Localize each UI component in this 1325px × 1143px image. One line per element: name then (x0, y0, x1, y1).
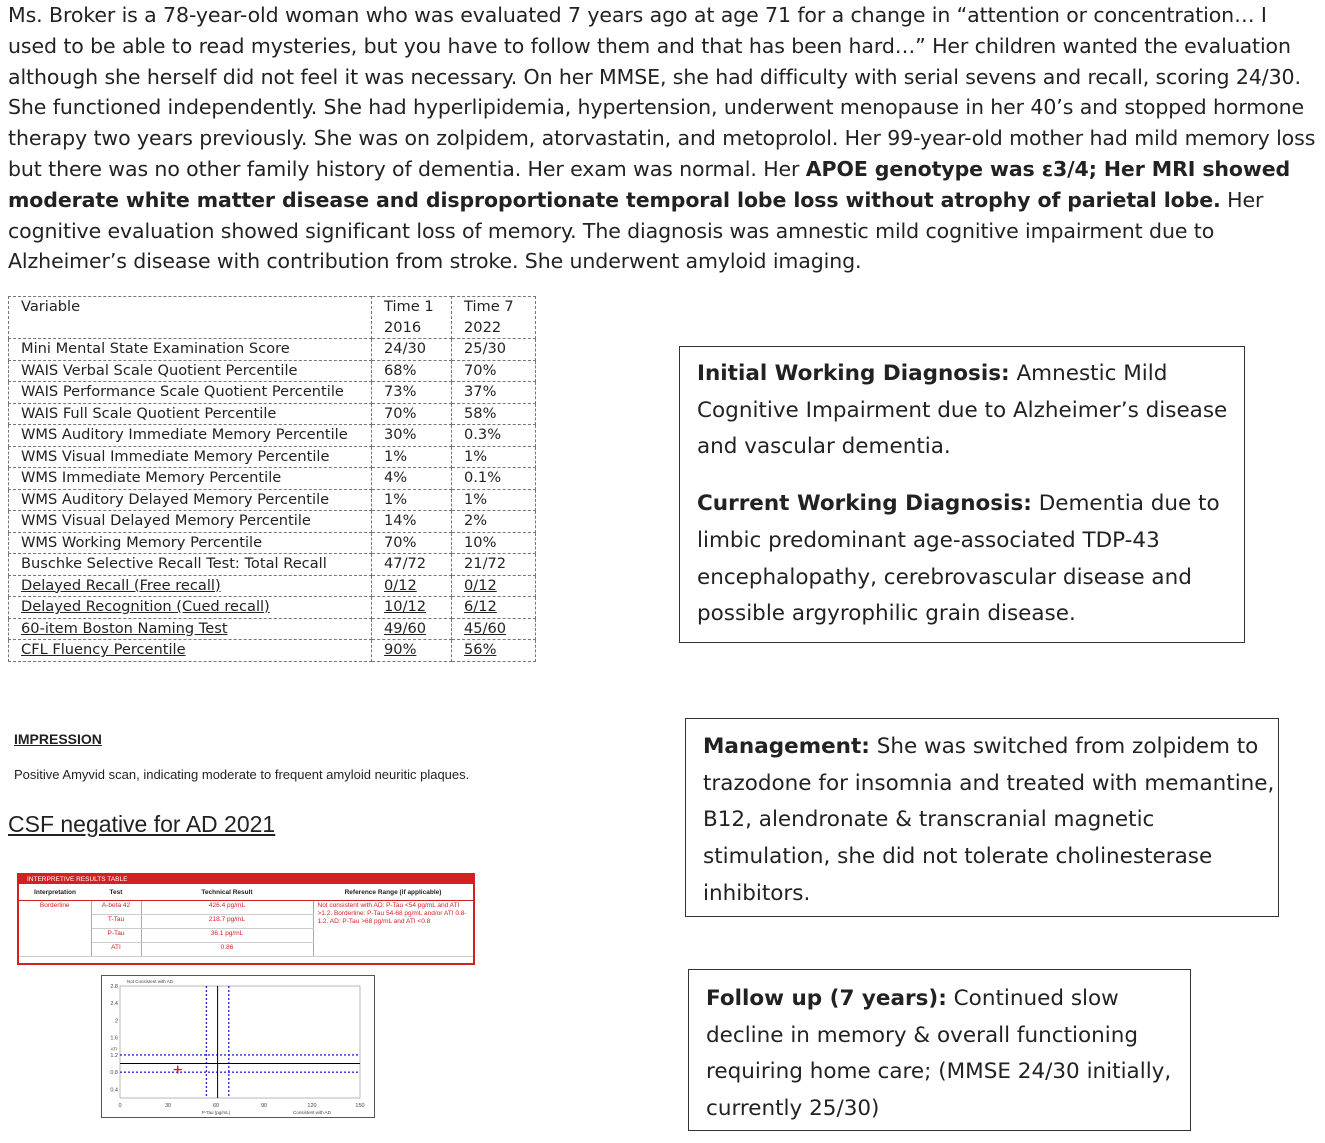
score-time1: 68% (372, 360, 452, 382)
impression-heading: IMPRESSION (14, 731, 102, 747)
management-text: She was switched from zolpidem to trazodone for insomnia and treated with memantine, B12, alendronate & transcranial magnetic stimulation, she did not tolerate cholinesterase inhibitors. (703, 734, 1275, 906)
col-reference-range: Reference Range (if applicable) (313, 884, 473, 901)
test-cell: A-beta 42 (91, 901, 141, 915)
score-name: WMS Auditory Immediate Memory Percentile (9, 425, 372, 447)
result-cell: 36.1 pg/mL (141, 929, 313, 943)
follow-up-box (688, 969, 1191, 1131)
top-label: Not Consistent with AD (126, 979, 174, 984)
follow-up-label: Follow up (7 years): (706, 986, 947, 1011)
score-row (9, 446, 536, 468)
score-name: CFL Fluency Percentile (9, 640, 372, 662)
y-axis-label: ATI (110, 1046, 118, 1052)
score-name: WAIS Performance Scale Quotient Percentile (9, 382, 372, 404)
csf-scatter-plot (101, 975, 375, 1118)
y-tick-label: 0.4 (110, 1087, 118, 1094)
score-time1: 73% (372, 382, 452, 404)
score-time7: 25/30 (452, 339, 536, 361)
score-name: Delayed Recognition (Cued recall) (9, 597, 372, 619)
score-time7: 0.1% (452, 468, 536, 490)
diagnosis-box (679, 346, 1245, 643)
score-time7: 1% (452, 446, 536, 468)
score-row (9, 640, 536, 662)
score-time1: 70% (372, 532, 452, 554)
csf-results-table (17, 873, 475, 965)
score-row (9, 403, 536, 425)
score-row (9, 339, 536, 361)
col-interpretation: Interpretation (19, 884, 91, 901)
results-row (19, 901, 473, 915)
case-text-bold: APOE genotype was ε3/4; Her MRI showed moderate white matter disease and disproportionate temporal lobe loss without atrophy of parietal lobe. (8, 156, 1291, 212)
case-text-part2: Her cognitive evaluation showed significant loss of memory. The diagnosis was amnestic mild cognitive impairment due to Alzheimer’s disease with contribution from stroke. She underwent amyloid imaging. (8, 187, 1264, 274)
test-cell: ATI (91, 943, 141, 957)
header-variable: Variable (9, 297, 372, 339)
score-time7: 1% (452, 489, 536, 511)
test-cell: T-Tau (91, 915, 141, 929)
score-name: WMS Auditory Delayed Memory Percentile (9, 489, 372, 511)
scores-header-row (9, 297, 536, 339)
score-time7: 58% (452, 403, 536, 425)
score-time1: 30% (372, 425, 452, 447)
current-diagnosis: Current Working Diagnosis: Dementia due to limbic predominant age-associated TDP-43 encephalopathy, cerebrovascular disease and possible argyrophilic grain disease. (697, 491, 1220, 627)
score-time1: 1% (372, 446, 452, 468)
initial-diagnosis: Initial Working Diagnosis: Amnestic Mild Cognitive Impairment due to Alzheimer’s disease and vascular dementia. (697, 361, 1228, 460)
score-time7: 2% (452, 511, 536, 533)
score-row (9, 425, 536, 447)
score-row (9, 511, 536, 533)
y-tick-label: 1.6 (110, 1035, 118, 1042)
score-row (9, 554, 536, 576)
follow-up-text: Continued slow decline in memory & overall functioning requiring home care; (MMSE 24/30 initially, currently 25/30) (706, 986, 1172, 1122)
score-time7: 10% (452, 532, 536, 554)
score-row (9, 382, 536, 404)
x-tick-label: 0 (118, 1103, 122, 1109)
score-name: WMS Visual Immediate Memory Percentile (9, 446, 372, 468)
score-name: WAIS Verbal Scale Quotient Percentile (9, 360, 372, 382)
score-row (9, 360, 536, 382)
x-tick-label: 150 (355, 1103, 365, 1109)
score-time1: 1% (372, 489, 452, 511)
y-tick-label: 2 (114, 1018, 118, 1025)
header-time1: Time 1 2016 (372, 297, 452, 339)
scores-table (8, 296, 536, 662)
management-label: Management: (703, 734, 870, 759)
y-tick-label: 0.8 (110, 1070, 118, 1077)
x-tick-label: 60 (212, 1103, 220, 1109)
y-tick-label: 2.8 (110, 984, 118, 990)
results-table-title: INTERPRETIVE RESULTS TABLE (19, 875, 473, 884)
case-text-part1: Ms. Broker is a 78-year-old woman who was evaluated 7 years ago at age 71 for a change in “attention or concentration… I used to be able to read mysteries, but you have to follow them and that has been hard…” Her children wanted the evaluation although she herself did not feel it was necessary. On her MMSE, she had difficulty with serial sevens and recall, scoring 24/30. She functioned independently. She had hyperlipidemia, hypertension, underwent menopause in her 40’s and stopped hormone therapy two years previously. She was on zolpidem, atorvastatin, and metoprolol. Her 99-year-old mother had mild memory loss but there was no other family history of dementia. Her exam was normal. Her (8, 3, 1316, 181)
y-tick-label: 1.2 (110, 1052, 118, 1059)
score-row (9, 575, 536, 597)
col-test: Test (91, 884, 141, 901)
score-time7: 0/12 (452, 575, 536, 597)
score-row (9, 597, 536, 619)
score-time7: 70% (452, 360, 536, 382)
score-time7: 56% (452, 640, 536, 662)
management-box (685, 718, 1279, 917)
score-name: Mini Mental State Examination Score (9, 339, 372, 361)
score-time7: 6/12 (452, 597, 536, 619)
score-row (9, 468, 536, 490)
csf-title: CSF negative for AD 2021 (8, 811, 276, 837)
score-time1: 90% (372, 640, 452, 662)
score-time1: 47/72 (372, 554, 452, 576)
score-time1: 14% (372, 511, 452, 533)
score-time7: 0.3% (452, 425, 536, 447)
x-tick-label: 120 (307, 1103, 317, 1109)
y-tick-label: 2.4 (110, 1001, 118, 1008)
x-tick-label: 90 (260, 1103, 268, 1109)
score-row (9, 618, 536, 640)
score-time1: 49/60 (372, 618, 452, 640)
score-time1: 0/12 (372, 575, 452, 597)
case-narrative (8, 0, 1320, 277)
col-technical-result: Technical Result (141, 884, 313, 901)
score-name: WMS Immediate Memory Percentile (9, 468, 372, 490)
reference-cell: Not consistent with AD: P-Tau <54 pg/mL and ATI >1.2. Borderline: P-Tau 54-68 pg/mL and/or ATI 0.8-1.2. AD: P-Tau >68 pg/mL and ATI <0.8 (313, 901, 473, 957)
score-time1: 4% (372, 468, 452, 490)
score-name: Delayed Recall (Free recall) (9, 575, 372, 597)
score-time7: 45/60 (452, 618, 536, 640)
x-right-label: Consistent with AD (293, 1110, 331, 1115)
header-time7: Time 7 2022 (452, 297, 536, 339)
plot-area (120, 986, 360, 1098)
score-name: Buschke Selective Recall Test: Total Recall (9, 554, 372, 576)
interpretation-cell: Borderline (19, 901, 91, 957)
score-time1: 24/30 (372, 339, 452, 361)
scatter-svg (102, 976, 374, 1117)
score-row (9, 489, 536, 511)
result-cell: 426.4 pg/mL (141, 901, 313, 915)
score-time7: 21/72 (452, 554, 536, 576)
impression-text: Positive Amyvid scan, indicating moderate to frequent amyloid neuritic plaques. (14, 767, 470, 782)
score-name: WMS Visual Delayed Memory Percentile (9, 511, 372, 533)
score-name: WAIS Full Scale Quotient Percentile (9, 403, 372, 425)
score-name: 60-item Boston Naming Test (9, 618, 372, 640)
result-cell: 218.7 pg/mL (141, 915, 313, 929)
test-cell: P-Tau (91, 929, 141, 943)
x-axis-label: P-Tau (pg/mL) (201, 1110, 231, 1115)
x-tick-label: 30 (164, 1103, 172, 1109)
score-row (9, 532, 536, 554)
score-name: WMS Working Memory Percentile (9, 532, 372, 554)
score-time1: 70% (372, 403, 452, 425)
result-cell: 0.86 (141, 943, 313, 957)
score-time1: 10/12 (372, 597, 452, 619)
score-time7: 37% (452, 382, 536, 404)
